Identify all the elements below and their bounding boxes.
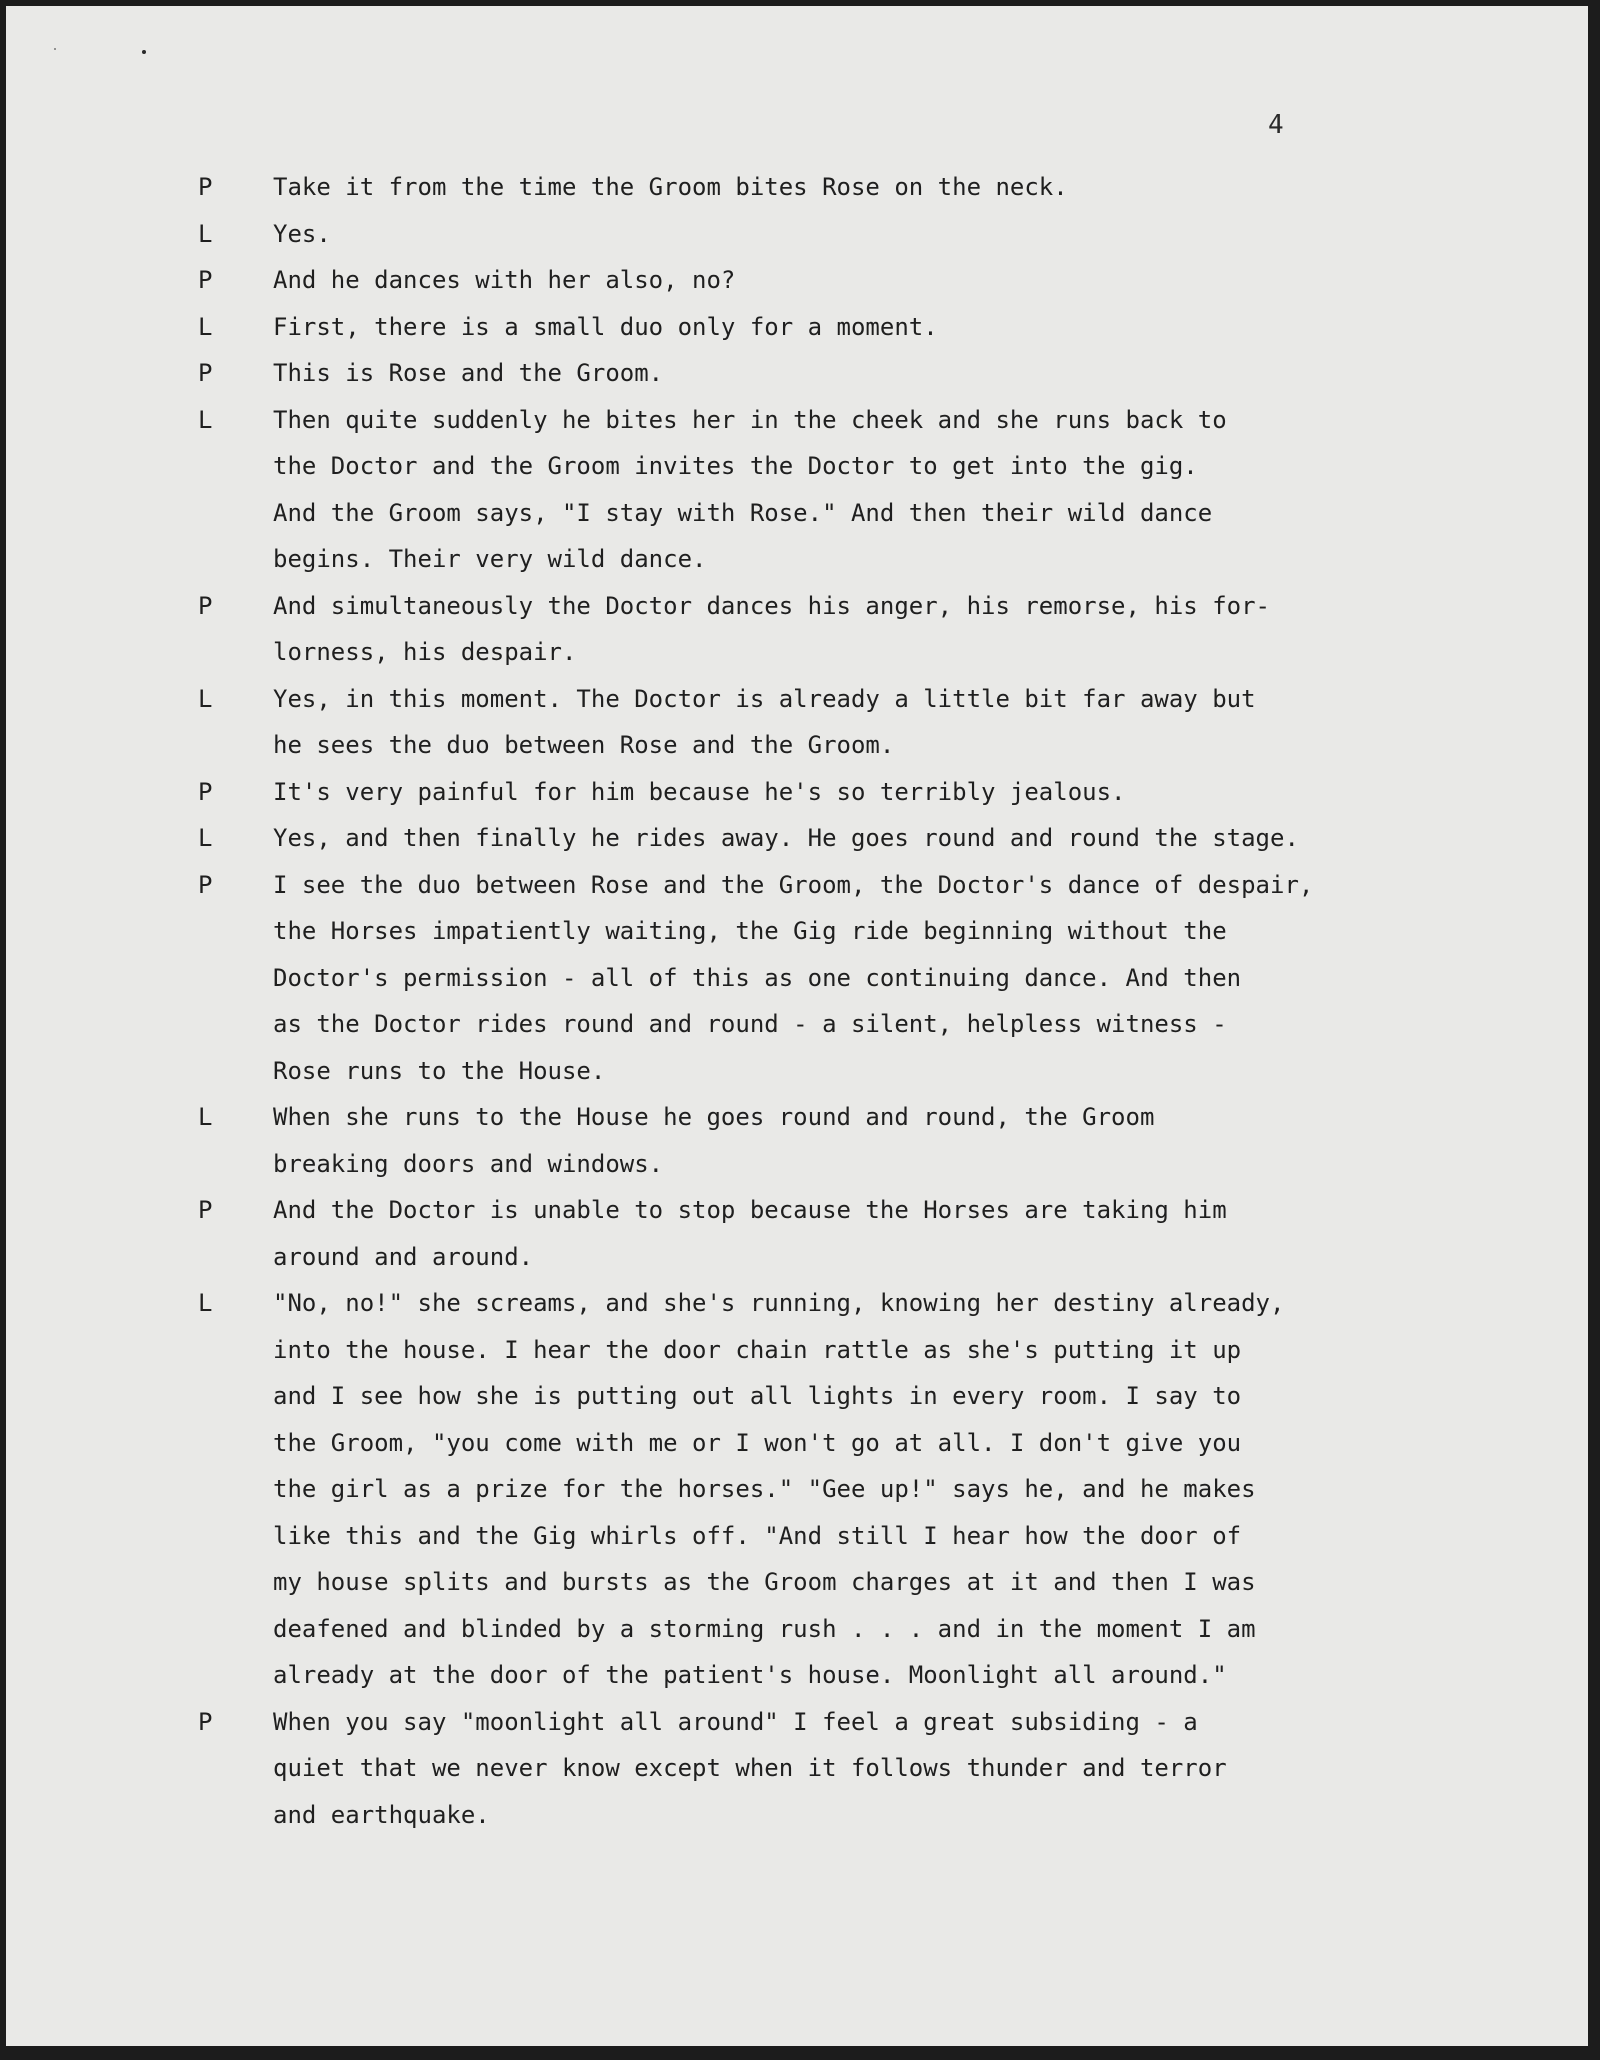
speaker-initial: L (198, 1103, 213, 1131)
speaker-initial: L (198, 312, 213, 341)
speech-text: Yes. (273, 219, 331, 248)
speech-text: "No, no!" she screams, and she's running, knowing her destiny already, into the house. I hear the door chain rattle as she's putting it up and I see how she is putting out all lights in every room. I say to the Groom, "you come with me or I won't go at all. I don't give you the girl as a prize for the horses." "Gee up!" says he, and he makes like this and the Gig whirls off. "And still I hear how the door of my house splits and bursts as the Groom charges at it and then I was deafened and blinded by a storming rush . . . and in the moment I am already at the door of the patient's house. Moonlight all around." (273, 1289, 1285, 1689)
speaker-initial: L (198, 405, 213, 434)
document-page (6, 6, 1588, 2046)
speech-text: And simultaneously the Doctor dances his anger, his remorse, his for- lorness, his despair. (273, 591, 1270, 666)
transcript-entry (6, 1187, 1588, 1280)
transcript-entry (6, 211, 1588, 258)
ink-speck (142, 50, 146, 54)
speaker-initial: P (198, 870, 213, 899)
speech-text: It's very painful for him because he's so terribly jealous. (273, 777, 1126, 806)
transcript-entry (6, 1699, 1588, 1839)
transcript-entry (6, 769, 1588, 816)
ink-speck (54, 48, 56, 50)
transcript-entry (6, 676, 1588, 769)
speaker-initial: P (198, 1196, 213, 1224)
speech-text: I see the duo between Rose and the Groom, the Doctor's dance of despair, the Horses impatiently waiting, the Gig ride beginning without the Doctor's permission - all of this as one continuing dance. And then as the Doctor rides round and round - a silent, helpless witness - Rose runs to the House. (273, 870, 1314, 1085)
speech-text: And the Doctor is unable to stop because the Horses are taking him around and around. (273, 1196, 1227, 1271)
speaker-initial: P (198, 1707, 213, 1736)
page-number: 4 (1268, 110, 1284, 140)
speaker-initial: L (198, 1289, 213, 1317)
speaker-initial: P (198, 777, 213, 806)
speaker-initial: P (198, 591, 213, 620)
speech-text: First, there is a small duo only for a moment. (273, 312, 938, 341)
speech-text: Take it from the time the Groom bites Rose on the neck. (273, 173, 1068, 201)
speaker-initial: P (198, 266, 213, 294)
transcript-entry (6, 164, 1588, 211)
interview-transcript (6, 164, 1588, 1838)
speech-text: And he dances with her also, no? (273, 266, 736, 294)
speech-text: Yes, in this moment. The Doctor is already a little bit far away but he sees the duo between Rose and the Groom. (273, 684, 1256, 759)
speaker-initial: L (198, 824, 213, 852)
speech-text: When you say "moonlight all around" I feel a great subsiding - a quiet that we never know except when it follows thunder and terror and earthquake. (273, 1707, 1227, 1829)
transcript-entry (6, 350, 1588, 397)
speaker-initial: L (198, 684, 213, 713)
speech-text: Yes, and then finally he rides away. He goes round and round the stage. (273, 824, 1299, 852)
speaker-initial: L (198, 219, 213, 248)
transcript-entry (6, 304, 1588, 351)
transcript-entry (6, 257, 1588, 304)
transcript-entry (6, 815, 1588, 862)
speaker-initial: P (198, 173, 213, 201)
speaker-initial: P (198, 359, 213, 387)
transcript-entry (6, 862, 1588, 1095)
transcript-entry (6, 1094, 1588, 1187)
transcript-entry (6, 397, 1588, 583)
transcript-entry (6, 583, 1588, 676)
transcript-entry (6, 1280, 1588, 1699)
speech-text: Then quite suddenly he bites her in the cheek and she runs back to the Doctor and the Groom invites the Doctor to get into the gig. And the Groom says, "I stay with Rose." And then their wild dance begins. Their very wild dance. (273, 405, 1227, 573)
speech-text: This is Rose and the Groom. (273, 359, 664, 387)
speech-text: When she runs to the House he goes round and round, the Groom breaking doors and windows. (273, 1103, 1155, 1178)
